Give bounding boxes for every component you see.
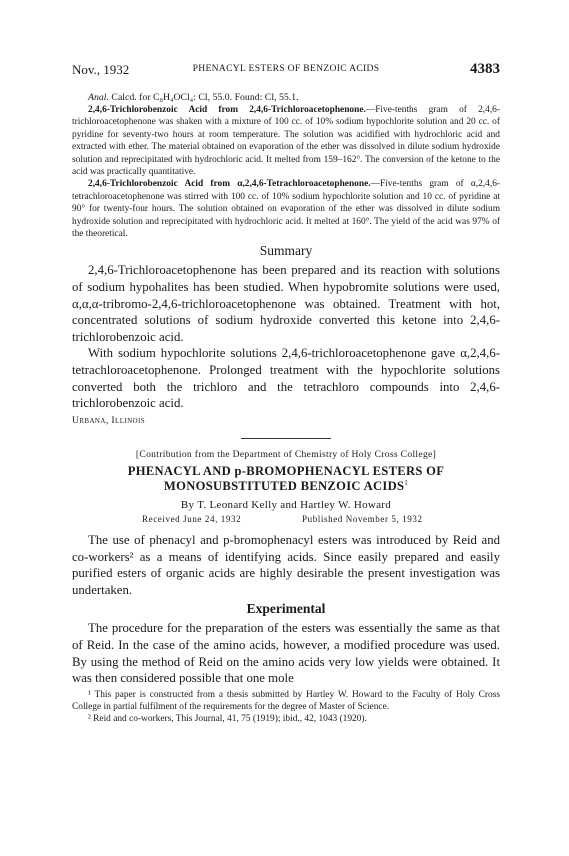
received-date: Received June 24, 1932 [142,514,242,524]
experimental-paragraphs [72,104,500,240]
summary-paragraph-1: 2,4,6-Trichloroacetophenone has been prepared and its reaction with solutions of sodium hypohalites has been studied. When hypobromite solutions were used, α,α,α-tribromo-2,4,6-trichloroacetophenone was obtained. Treatment with hot, concentrated solutions of sodium hydroxide converted this ketone into 2,4,6-trichlorobenzoic acid. [72,263,500,344]
prep-heading-1: 2,4,6-Trichlorobenzoic Acid from 2,4,6-Trichloroacetophenone. [88,105,366,115]
article-dates [72,514,500,528]
contribution-line: [Contribution from the Department of Chemistry of Holy Cross College] [135,448,437,460]
article-title-line-2-text: MONOSUBSTITUTED BENZOIC ACIDS [163,479,405,494]
prep-text-2: —Five-tenths gram of α,2,4,6-tetrachloroacetophenone was stirred with 100 cc. of 10% sodium hypochlorite solution and 10 cc. of pyridine at 90° for twenty-four hours. The solution obtained on evaporation of the ether was dissolved in dilute sodium hydroxide solution and reprecipitated with hydrochloric acid. It melted at 160°. The yield of the acid was 97% of the theoretical. [72,179,500,240]
footnote-1: ¹ This paper is constructed from a thesis submitted by Hartley W. Howard to the Faculty of Holy Cross College in partial fulfilment of the requirements for the degree of Master of Science. [72,689,500,712]
prep-paragraph-1 [72,104,500,178]
journal-page [72,62,500,725]
experimental-heading: Experimental [246,601,326,617]
analysis-line [72,92,500,103]
author-byline: By T. Leonard Kelly and Hartley W. Howard [180,499,392,511]
article-title-line-1: PHENACYL AND p-BROMOPHENACYL ESTERS OF [127,463,445,478]
article-title-line-2 [72,479,500,495]
author-location: Urbana, Illinois [72,414,146,426]
analysis-text: Calcd. for C₈H₄OCl₄: Cl, 55.0. Found: Cl, 55.1. [111,92,299,103]
running-head [72,62,500,80]
article-title [72,464,500,495]
experimental-body [72,620,500,686]
running-title: PHENACYL ESTERS OF BENZOIC ACIDS [192,63,380,74]
experimental-paragraph: The procedure for the preparation of the esters was essentially the same as that of Reid. In the case of the amino acids, however, a modified procedure was used. By using the method of Reid on the amino acids very low yields were obtained. It was then considered possible that one mole [72,621,500,686]
prep-text-1: —Five-tenths gram of 2,4,6-trichloroacetophenone was shaken with a mixture of 100 cc. of 10% sodium hypochlorite solution and 20 cc. of pyridine for seventy-two hours at room temperature. The solution was acidified with hydrochloric acid and extracted with ether. The material obtained on evaporation of the ether was dissolved in dilute sodium hydroxide solution and reprecipitated with hydrochloric acid. It melted from 159–162°. The conversion of the ketone to the acid was practically quantitative. [72,105,500,178]
published-date: Published November 5, 1932 [302,514,423,524]
footnote-2: ² Reid and co-workers, This Journal, 41, 75 (1919); ibid., 42, 1043 (1920). [88,714,367,725]
prep-paragraph-2 [72,178,500,240]
prep-heading-2: 2,4,6-Trichlorobenzoic Acid from α,2,4,6-Tetrachloroacetophenone. [88,179,371,190]
title-footnote-mark: 1 [404,479,409,488]
article-intro [72,532,500,598]
page-number: 4383 [470,61,500,77]
summary-body [72,262,500,411]
footnotes [72,689,500,726]
section-divider [241,438,331,439]
summary-heading: Summary [259,243,313,259]
intro-paragraph: The use of phenacyl and p-bromophenacyl esters was introduced by Reid and co-workers² as a means of identifying acids. Since easily prepared and easily purified esters of organic acids are highly desirable the present investigation was undertaken. [72,533,500,597]
summary-paragraph-2: With sodium hypochlorite solutions 2,4,6-trichloroacetophenone gave α,2,4,6-tetrachloroacetophenone. Prolonged treatment with the hypochlorite solutions converted both the trichloro and the tetrachloro compounds into 2,4,6-trichlorobenzoic acid. [72,346,500,411]
issue-date: Nov., 1932 [72,62,130,77]
analysis-label: Anal. [88,92,109,103]
